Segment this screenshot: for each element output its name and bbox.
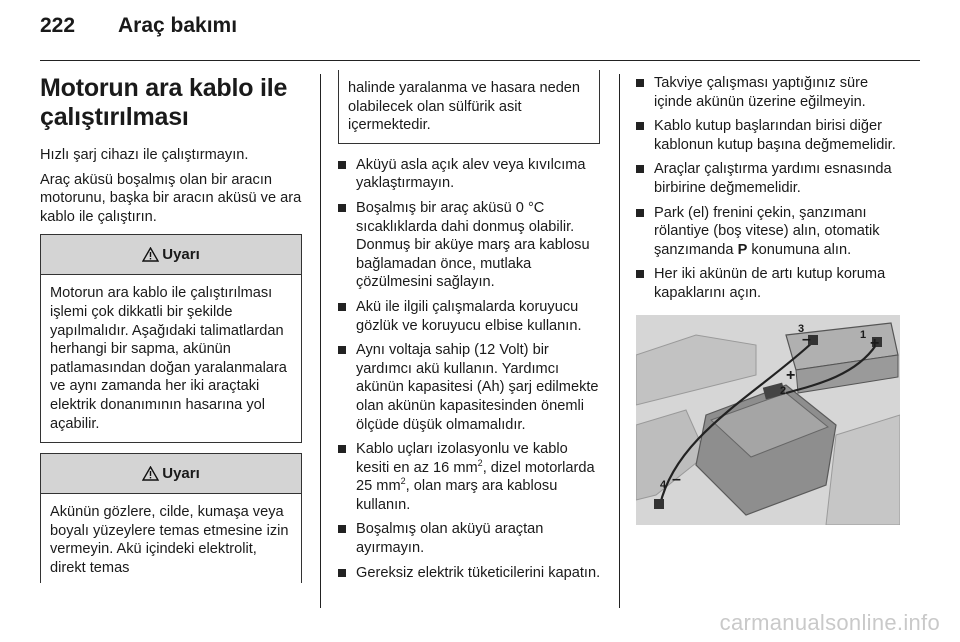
warning-triangle-icon [142,247,159,262]
list-item: Akü ile ilgili çalışmalarda koruyucu gözlük ve koruyucu elbise kullanın. [338,298,604,335]
square-bullet-icon [636,79,644,87]
list-item: Kablo uçları izolasyonlu ve kablo kesiti en az 16 $mm^2$, dizel motorlarda 25 $mm^2$, olan marş ara kablosu kullanın. [338,440,604,514]
warning-title: Uyarı [162,246,200,264]
warning-box [40,234,302,443]
square-bullet-icon [338,161,346,169]
warning-text: Motorun ara kablo ile çalıştırılması işlemi çok dikkatli bir şekilde yapılmalıdır. Aşağıdaki talimatlardan herhangi bir sapma, akünün patlamasından doğan yaralanmalara ve aynı zamanda her iki araçtaki elektrik donanımının hasarına yol açabilir. [50,285,287,432]
site-watermark: carmanualsonline.info [719,610,940,635]
precautions-list [338,156,604,582]
callout-4: 4 [660,478,667,491]
square-bullet-icon [636,270,644,278]
chapter-title: Araç bakımı [118,14,238,37]
list-item: Aküyü asla açık alev veya kıvılcıma yaklaştırmayın. [338,156,604,193]
warning-box [40,453,302,583]
header-divider [40,60,920,61]
list-item: Takviye çalışması yaptığınız süre içinde akünün üzerine eğilmeyin. [636,74,906,111]
plus-symbol: + [786,366,796,384]
warning-text: Akünün gözlere, cilde, kumaşa veya boyalı yüzeylere temas etmesine izin vermeyin. Akü içindeki elektrolit, direkt temas [50,504,289,576]
warning-header [41,454,301,494]
list-item: Boşalmış bir araç aküsü 0 °C sıcaklıklarda dahi donmuş olabilir. Donmuş bir aküye marş ara kablosu bağlamadan önce, mutlaka çözülmesini sağlayın. [338,199,604,292]
column-1 [40,74,302,583]
column-divider [320,74,321,608]
list-item: Aynı voltaja sahip (12 Volt) bir yardımcı akü kullanın. Yardımcı akünün kapasitesi (Ah) şarj edilmekte olan akünün kapasitesinden önemli ölçüde düşük olmamalıdır. [338,341,604,434]
square-bullet-icon [338,445,346,453]
square-bullet-icon [338,569,346,577]
list-item: Park (el) frenini çekin, şanzımanı rölantiye (boş vitese) alın, otomatik şanzımanda P konumuna alın. [636,204,906,260]
intro-paragraph: Araç aküsü boşalmış olan bir aracın motorunu, başka bir aracın aküsü ve ara kablo ile çalıştırın. [40,171,302,225]
square-bullet-icon [636,165,644,173]
list-item: Her iki akünün de artı kutup koruma kapaklarını açın. [636,265,906,302]
minus-symbol: – [802,330,811,348]
square-bullet-icon [338,204,346,212]
square-bullet-icon [636,122,644,130]
warning-continuation: halinde yaralanma ve hasara neden olabilecek olan sülfürik asit içermektedir. [338,70,600,144]
engine-bay-drawing [636,315,900,525]
warning-triangle-icon [142,466,159,481]
square-bullet-icon [338,303,346,311]
warning-header [41,235,301,275]
callout-2: 2 [780,384,787,397]
list-item: Boşalmış olan aküyü araçtan ayırmayın. [338,520,604,557]
column-3 [636,74,906,525]
list-item: Kablo kutup başlarından birisi diğer kablonun kutup başına değmemelidir. [636,117,906,154]
section-title: Motorun ara kablo ile çalıştırılması [40,74,288,131]
callout-1: 1 [860,328,867,341]
list-item: Gereksiz elektrik tüketicilerini kapatın. [338,564,604,583]
square-bullet-icon [636,209,644,217]
jump-start-illustration [636,315,900,525]
plus-symbol: + [870,334,880,352]
procedure-list [636,74,906,303]
square-bullet-icon [338,525,346,533]
minus-symbol: – [672,470,681,488]
intro-paragraph: Hızlı şarj cihazı ile çalıştırmayın. [40,147,249,163]
warning-title: Uyarı [162,465,200,483]
callout-3: 3 [798,322,805,335]
column-2 [338,74,604,588]
page-number: 222 [40,14,76,37]
column-divider [619,74,620,608]
page-header [40,14,920,48]
square-bullet-icon [338,346,346,354]
list-item: Araçlar çalıştırma yardımı esnasında birbirine değmemelidir. [636,160,906,197]
